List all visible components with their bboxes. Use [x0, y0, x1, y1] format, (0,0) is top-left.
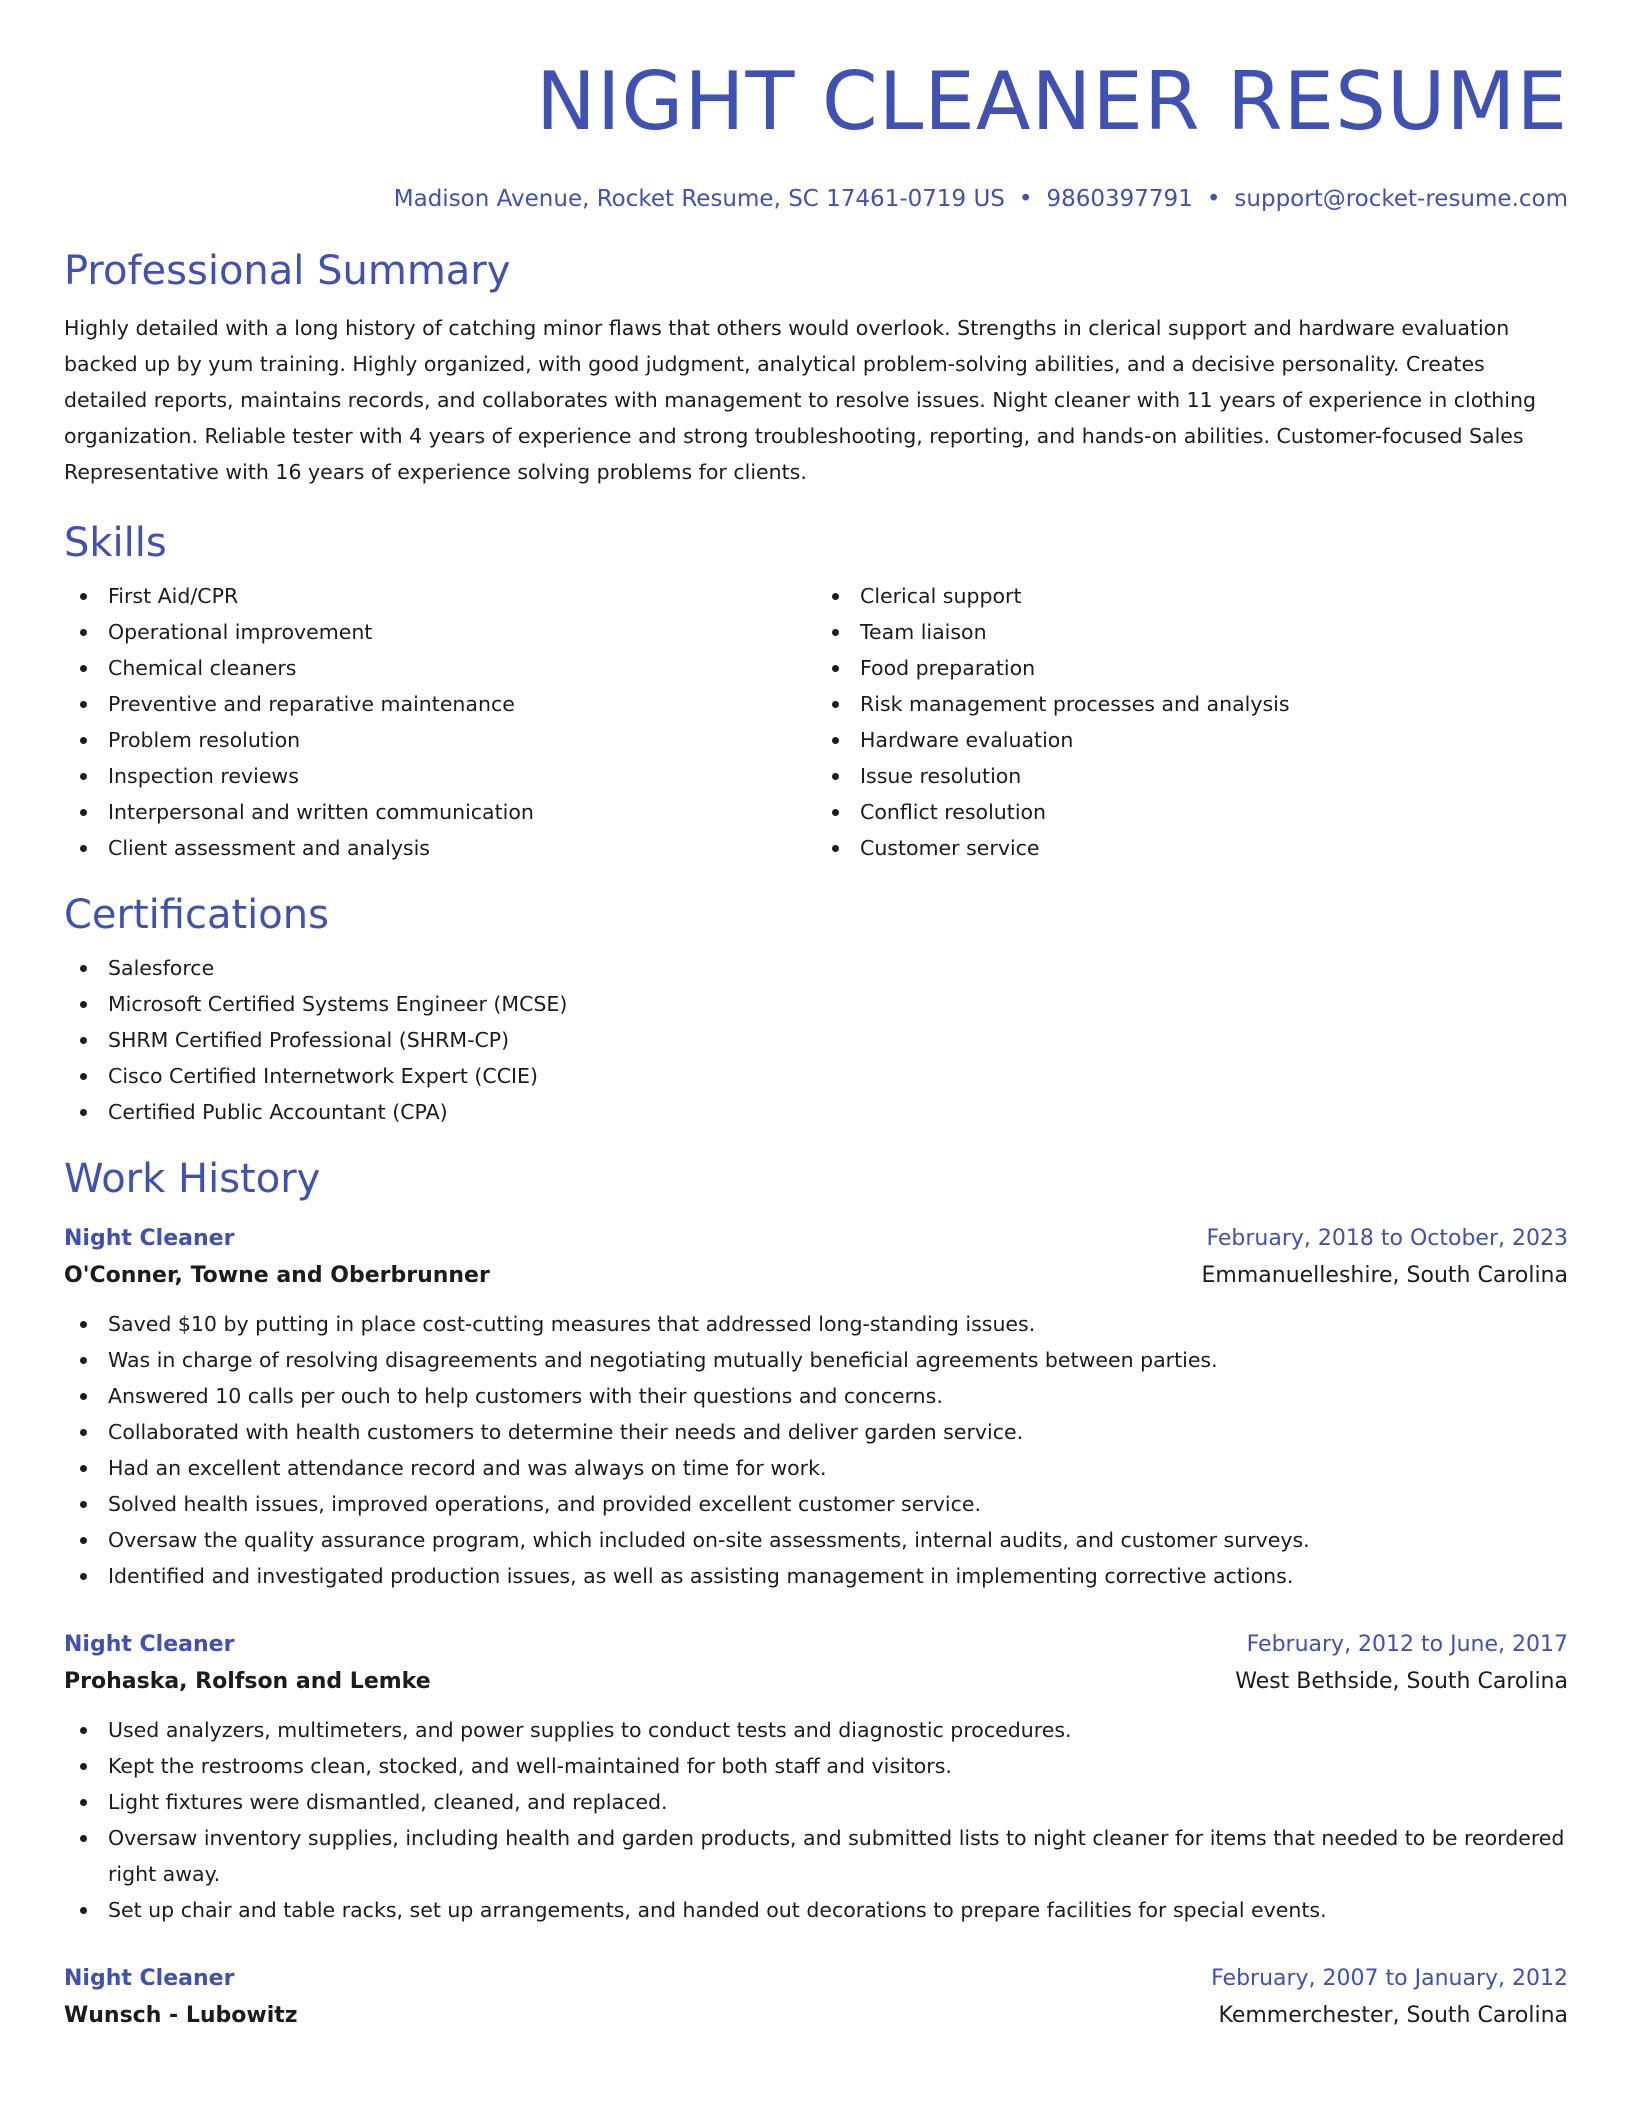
contact-address: Madison Avenue, Rocket Resume, SC 17461-0719 US — [393, 186, 1005, 212]
skill-item: Inspection reviews — [64, 758, 816, 794]
summary-heading: Professional Summary — [64, 248, 511, 294]
job-duty-item: Saved $10 by putting in place cost-cutting measures that addressed long-standing issues. — [64, 1306, 1568, 1342]
contact-separator: • — [1018, 186, 1033, 212]
contact-email: support@rocket-resume.com — [1234, 186, 1568, 212]
skills-columns — [64, 578, 1568, 866]
job-title-row — [64, 1222, 1568, 1256]
job-duty-item: Kept the restrooms clean, stocked, and well-maintained for both staff and visitors. — [64, 1748, 1568, 1784]
job-location: Emmanuelleshire, South Carolina — [1201, 1263, 1568, 1288]
skill-item: Chemical cleaners — [64, 650, 816, 686]
skill-item: Client assessment and analysis — [64, 830, 816, 866]
job-duties-list — [64, 1712, 1568, 1928]
job-location: Kemmerchester, South Carolina — [1218, 2003, 1568, 2028]
job-title: Night Cleaner — [64, 1966, 235, 1991]
skills-list-left — [64, 578, 816, 866]
job-company: O'Conner, Towne and Oberbrunner — [64, 1263, 490, 1288]
skill-item: Interpersonal and written communication — [64, 794, 816, 830]
job-duty-item: Answered 10 calls per ouch to help customers with their questions and concerns. — [64, 1378, 1568, 1414]
job-entry — [64, 1628, 1568, 1928]
job-title: Night Cleaner — [64, 1632, 235, 1657]
job-duty-item: Collaborated with health customers to determine their needs and deliver garden service. — [64, 1414, 1568, 1450]
job-duty-item: Oversaw the quality assurance program, which included on-site assessments, internal audits, and customer surveys. — [64, 1522, 1568, 1558]
contact-separator: • — [1206, 186, 1221, 212]
skill-item: Risk management processes and analysis — [816, 686, 1568, 722]
contact-line — [64, 182, 1568, 216]
skills-heading: Skills — [64, 520, 167, 566]
job-title: Night Cleaner — [64, 1226, 235, 1251]
skill-item: Team liaison — [816, 614, 1568, 650]
certification-item: Cisco Certified Internetwork Expert (CCIE) — [64, 1058, 1568, 1094]
job-duty-item: Had an excellent attendance record and was always on time for work. — [64, 1450, 1568, 1486]
job-dates: February, 2012 to June, 2017 — [1246, 1632, 1568, 1657]
summary-section — [64, 246, 1568, 490]
skill-item: Food preparation — [816, 650, 1568, 686]
contact-phone: 9860397791 — [1046, 186, 1193, 212]
job-company-row — [64, 1662, 1568, 1702]
certifications-heading: Certifications — [64, 892, 329, 938]
job-dates: February, 2007 to January, 2012 — [1211, 1966, 1568, 1991]
work-history-section — [64, 1154, 1568, 2036]
job-company-row — [64, 1996, 1568, 2036]
skill-item: Hardware evaluation — [816, 722, 1568, 758]
skill-item: Customer service — [816, 830, 1568, 866]
certification-item: Microsoft Certified Systems Engineer (MCSE) — [64, 986, 1568, 1022]
job-duty-item: Oversaw inventory supplies, including health and garden products, and submitted lists to night cleaner for items that needed to be reordered right away. — [64, 1820, 1568, 1892]
job-location: West Bethside, South Carolina — [1235, 1669, 1568, 1694]
skill-item: Preventive and reparative maintenance — [64, 686, 816, 722]
skill-item: Clerical support — [816, 578, 1568, 614]
resume-header — [64, 0, 1568, 216]
skill-item: Issue resolution — [816, 758, 1568, 794]
job-duty-item: Light fixtures were dismantled, cleaned, and replaced. — [64, 1784, 1568, 1820]
job-duty-item: Used analyzers, multimeters, and power supplies to conduct tests and diagnostic procedures. — [64, 1712, 1568, 1748]
job-entry — [64, 1962, 1568, 2036]
job-company: Wunsch - Lubowitz — [64, 2003, 298, 2028]
job-duty-item: Identified and investigated production issues, as well as assisting management in implementing corrective actions. — [64, 1558, 1568, 1594]
certification-item: Certified Public Accountant (CPA) — [64, 1094, 1568, 1130]
work-history-heading: Work History — [64, 1156, 321, 1202]
job-company: Prohaska, Rolfson and Lemke — [64, 1669, 431, 1694]
skill-item: Problem resolution — [64, 722, 816, 758]
job-entry — [64, 1222, 1568, 1594]
job-duty-item: Solved health issues, improved operations, and provided excellent customer service. — [64, 1486, 1568, 1522]
skills-section — [64, 518, 1568, 866]
job-duty-item: Was in charge of resolving disagreements and negotiating mutually beneficial agreements between parties. — [64, 1342, 1568, 1378]
skills-list-right — [816, 578, 1568, 866]
skill-item: Operational improvement — [64, 614, 816, 650]
job-duties-list — [64, 1306, 1568, 1594]
certifications-section — [64, 890, 1568, 1130]
skill-item: First Aid/CPR — [64, 578, 816, 614]
job-title-row — [64, 1962, 1568, 1996]
page-title: NIGHT CLEANER RESUME — [535, 55, 1568, 148]
summary-text: Highly detailed with a long history of catching minor flaws that others would overlook. Strengths in clerical support and hardware evaluation backed up by yum training. Highly organized, with good judgment, analytical problem-solving abilities, and a decisive personality. Creates detailed reports, maintains records, and collaborates with management to resolve issues. Night cleaner with 11 years of experience in clothing organization. Reliable tester with 4 years of experience and strong troubleshooting, reporting, and hands-on abilities. Customer-focused Sales Representative with 16 years of experience solving problems for clients. — [64, 316, 1536, 484]
certification-item: Salesforce — [64, 950, 1568, 986]
job-company-row — [64, 1256, 1568, 1296]
job-title-row — [64, 1628, 1568, 1662]
job-duty-item: Set up chair and table racks, set up arrangements, and handed out decorations to prepare facilities for special events. — [64, 1892, 1568, 1928]
certification-item: SHRM Certified Professional (SHRM-CP) — [64, 1022, 1568, 1058]
job-dates: February, 2018 to October, 2023 — [1206, 1226, 1568, 1251]
certifications-list — [64, 950, 1568, 1130]
skill-item: Conflict resolution — [816, 794, 1568, 830]
